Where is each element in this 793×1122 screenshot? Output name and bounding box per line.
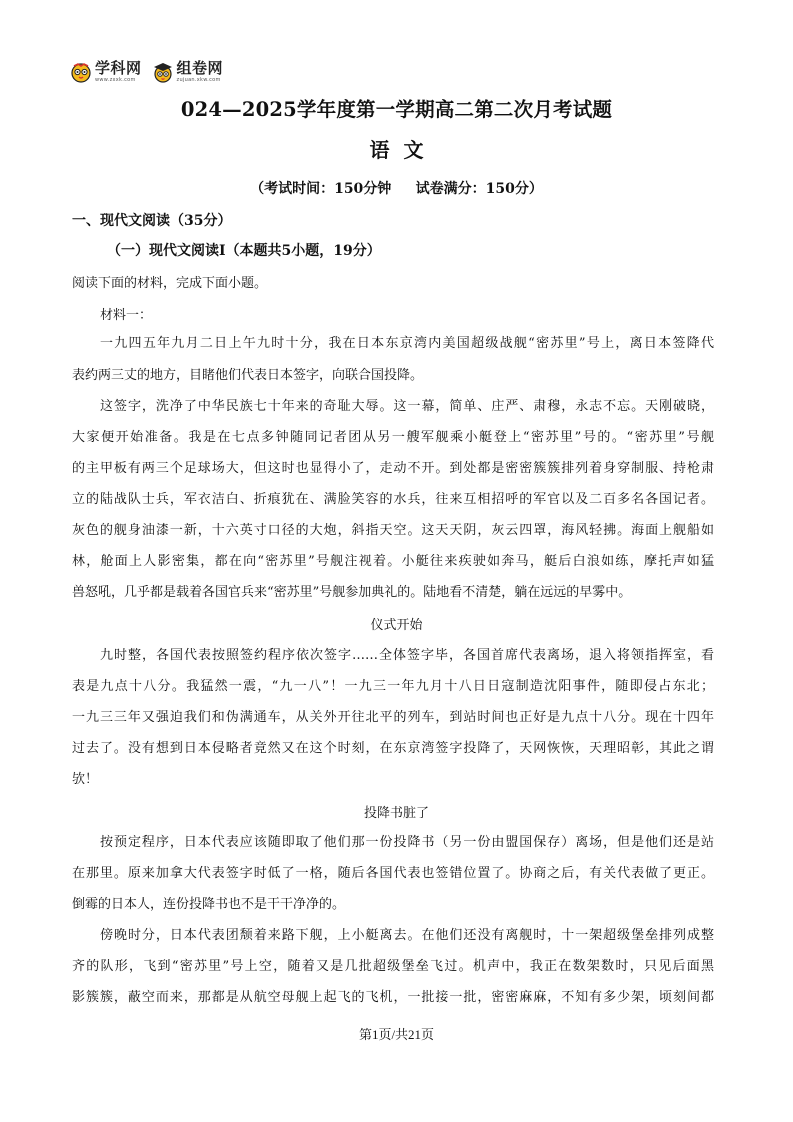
subsection-heading: （一）现代文阅读Ⅰ（本题共5小题，19分） (107, 243, 381, 259)
logo-name: 组卷网 (176, 59, 224, 77)
xuekewang-logo (70, 61, 142, 83)
zujuanwang-logo (152, 61, 224, 83)
graduate-owl-logo-icon (152, 61, 174, 83)
page-number: 第1页/共21页 (358, 1027, 435, 1042)
passage-line: 这签字，洗净了中华民族七十年来的奇耻大辱。这一幕，简单、庄严、肃穆，永志不忘。天刚破晓， (100, 399, 714, 414)
passage-line: 林，舱面上人影密集，都在向“密苏里”号舰注视着。小艇往来疾驶如奔马，艇后白浪如练，摩托声如猛 (72, 554, 714, 569)
passage-line: 影簇簇，蔽空而来，那都是从航空母舰上起飞的飞机，一批接一批，密密麻麻，不知有多少架，顷刻间都 (72, 990, 714, 1005)
passage-line: 立的陆战队士兵，军衣洁白、折痕犹在、满脸笑容的水兵，往来互相招呼的军官以及二百多名各国记者。 (72, 492, 714, 507)
material-label: 材料一： (100, 308, 153, 323)
passage-line: 的主甲板有两三个足球场大，但这时也显得小了，走动不开。到处都是密密簇簇排列着身穿制服、持枪肃 (72, 461, 714, 476)
exam-info: （考试时间：150分钟 试卷满分：150分） (250, 181, 543, 197)
passage-line: 倒霉的日本人，连份投降书也不是干干净净的。 (72, 897, 346, 912)
passage-line: 兽怒吼，几乎都是载着各国官兵来“密苏里”号舰参加典礼的。陆地看不清楚，躺在远远的早雾中。 (72, 585, 632, 600)
passage-line: 九时整，各国代表按照签约程序依次签字……全体签字毕，各国首席代表离场，退入将领指挥室，看 (100, 648, 714, 663)
passage-line: 大家便开始准备。我是在七点多钟随同记者团从另一艘军舰乘小艇登上“密苏里”号的。“密苏里”号舰 (72, 430, 714, 445)
passage-line: 傍晚时分，日本代表团颓着来路下舰，上小艇离去。在他们还没有离舰时，十一架超级堡垒排列成整 (100, 928, 714, 943)
passage-line: 齐的队形，飞到“密苏里”号上空，随着又是几批超级堡垒飞过。机声中，我正在数架数时，只见后面黑 (72, 959, 714, 974)
exam-title: 024—2025学年度第一学期高二第二次月考试题 (180, 98, 613, 121)
logo-name: 学科网 (95, 59, 142, 77)
subject-title: 语 文 (369, 138, 424, 162)
section-heading: 一、现代文阅读（35分） (72, 213, 232, 229)
passage-line: 在那里。原来加拿大代表签字时低了一格，随后各国代表也签错位置了。协商之后，有关代表做了更正。 (72, 866, 714, 881)
passage-line: 过去了。没有想到日本侵略者竟然又在这个时刻，在东京湾签字投降了，天网恢恢，天理昭彰，其此之谓 (72, 741, 714, 756)
passage-line: 表是九点十八分。我猛然一震，“九一八”！一九三一年九月十八日日寇制造沈阳事件，随即侵占东北； (72, 679, 714, 694)
passage-line: 按预定程序，日本代表应该随即取了他们那一份投降书（另一份由盟国保存）离场，但是他们还是站 (100, 835, 714, 850)
passage-line: 一九四五年九月二日上午九时十分，我在日本东京湾内美国超级战舰“密苏里”号上，离日本签降代 (100, 336, 714, 351)
reading-instruction: 阅读下面的材料，完成下面小题。 (72, 276, 268, 291)
passage-subtitle: 仪式开始 (370, 618, 423, 633)
logo-url: zujuan.xkw.com (176, 77, 221, 83)
logo-bar (70, 58, 223, 86)
logo-url: www.zxxk.com (95, 77, 136, 83)
passage-line: 灰色的舰身油漆一新，十六英寸口径的大炮，斜指天空。这天天阴，灰云四罩，海风轻拂。海面上舰船如 (72, 523, 714, 538)
owl-logo-icon (70, 61, 92, 83)
passage-line: 欤！ (72, 772, 99, 787)
passage-subtitle: 投降书脏了 (363, 806, 429, 821)
passage-line: 表约两三丈的地方，目睹他们代表日本签字，向联合国投降。 (72, 368, 424, 383)
passage-line: 一九三三年又强迫我们和伪满通车，从关外开往北平的列车，到站时间也正好是九点十八分。现在十四年 (72, 710, 714, 725)
